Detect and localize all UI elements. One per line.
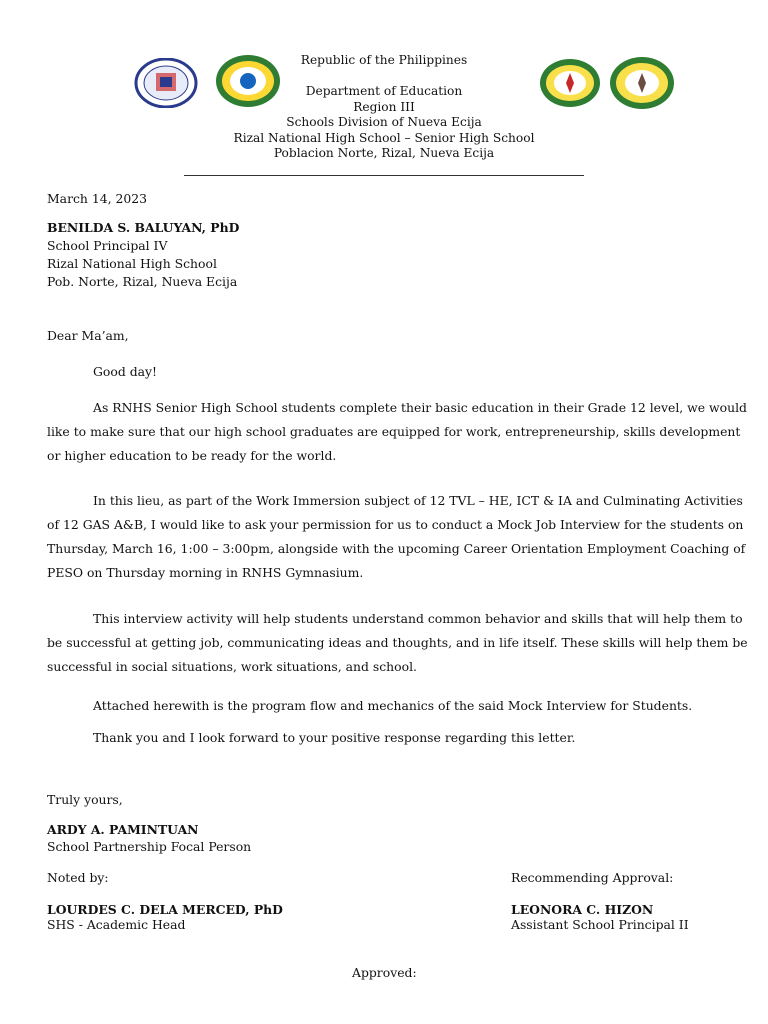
paragraph-2 [47,489,746,585]
paragraph-3-line: be successful at getting job, communicating ideas and thoughts, and in life itself. These skills will help them be [47,635,748,650]
paragraph-5: Thank you and I look forward to your positive response regarding this letter. [93,730,576,745]
paragraph-3-line: This interview activity will help students understand common behavior and skills that will help them to [93,611,743,626]
paragraph-3-line: successful in social situations, work situations, and school. [47,659,417,674]
recipient-address: Pob. Norte, Rizal, Nueva Ecija [47,274,238,289]
paragraph-1-line: like to make sure that our high school graduates are equipped for work, entrepreneurship, skills development [47,424,741,439]
greeting: Good day! [93,364,157,379]
recommending-name: LEONORA C. HIZON [511,902,654,917]
salutation: Dear Ma’am, [47,328,129,343]
noted-by-title: SHS - Academic Head [47,917,186,932]
header-address: Poblacion Norte, Rizal, Nueva Ecija [273,146,495,160]
sender-title: School Partnership Focal Person [47,839,252,854]
recipient-title: School Principal IV [47,238,168,253]
paragraph-1-line: or higher education to be ready for the world. [47,448,337,463]
noted-by-name: LOURDES C. DELA MERCED, PhD [47,902,283,917]
paragraph-1-line: As RNHS Senior High School students complete their basic education in their Grade 12 level, we would [93,400,747,415]
recommending-label: Recommending Approval: [511,870,674,885]
paragraph-2-line: Thursday, March 16, 1:00 – 3:00pm, alongside with the upcoming Career Orientation Employment Coaching of [47,541,746,556]
recipient-school: Rizal National High School [47,256,217,271]
paragraph-2-line: PESO on Thursday morning in RNHS Gymnasium. [47,565,364,580]
paragraph-3 [47,607,748,679]
header-school: Rizal National High School – Senior High School [233,131,535,145]
closing: Truly yours, [47,792,123,807]
paragraph-2-line: of 12 GAS A&B, I would like to ask your permission for us to conduct a Mock Job Interview for the students on [47,517,744,532]
letter-date: March 14, 2023 [47,191,148,206]
noted-by-label: Noted by: [47,870,109,885]
recipient-name: BENILDA S. BALUYAN, PhD [47,220,240,235]
approved-label: Approved: [352,965,417,980]
paragraph-4: Attached herewith is the program flow and mechanics of the said Mock Interview for Students. [93,698,693,713]
header-republic: Republic of the Philippines [300,53,468,67]
header-division: Schools Division of Nueva Ecija [286,115,482,129]
recommending-title: Assistant School Principal II [511,917,689,932]
sender-name: ARDY A. PAMINTUAN [47,822,199,837]
header-divider [184,175,584,176]
header-region: Region III [353,100,415,114]
header-department: Department of Education [305,84,463,98]
paragraph-2-line: In this lieu, as part of the Work Immersion subject of 12 TVL – HE, ICT & IA and Culminating Activities [93,493,743,508]
paragraph-1 [47,396,747,468]
